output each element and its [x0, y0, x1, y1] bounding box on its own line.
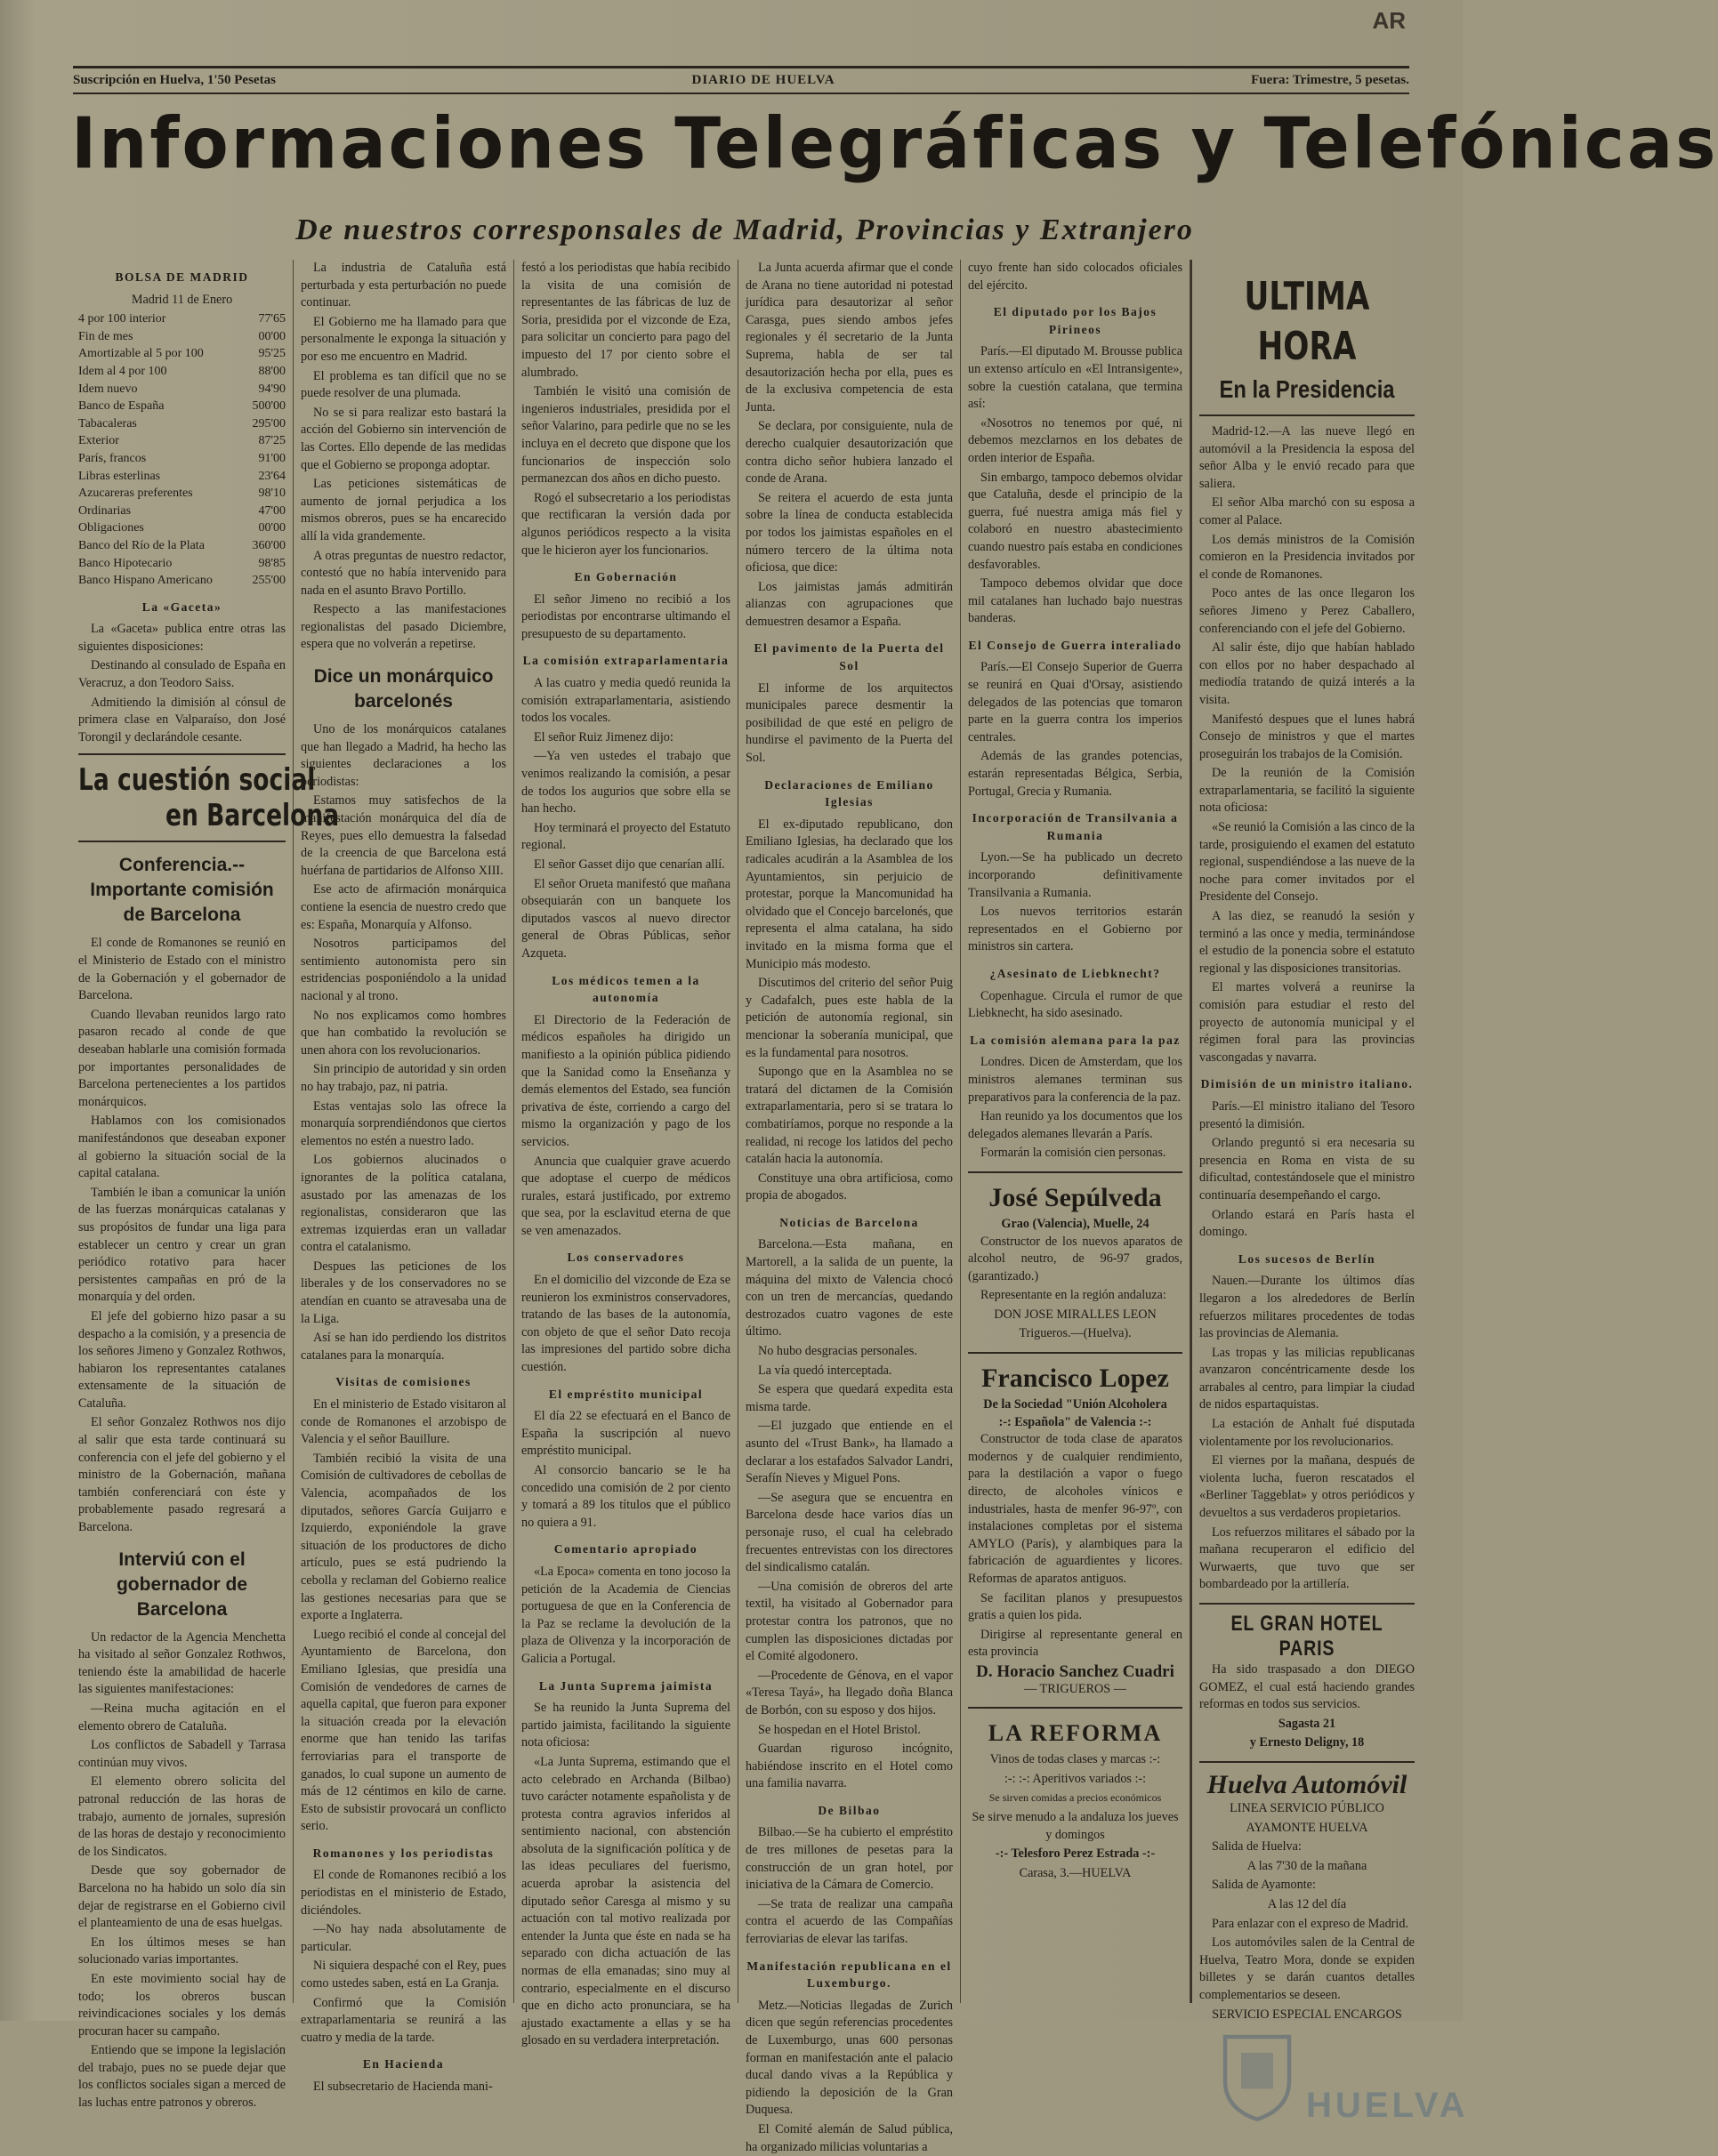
bolsa-security: Idem nuevo	[78, 382, 138, 396]
bolsa-price: 94'90	[258, 382, 286, 396]
paragraph: Guardan riguroso incógnito, habiéndose inscrito en el Hotel como una familia navarra.	[746, 1742, 953, 1791]
headline-social-2: en Barcelona	[165, 798, 340, 834]
bolsa-row	[78, 537, 286, 555]
paragraph: La industria de Cataluña está perturbada y esta perturbación no puede continuar.	[301, 261, 506, 310]
paragraph: Uno de los monárquicos catalanes que han llegado a Madrid, ha hecho las siguientes declaraciones a los periodistas:	[301, 722, 506, 789]
paragraph: El señor Alba marchó con su esposa a comer al Palace.	[1199, 495, 1415, 527]
bolsa-security: Libras esterlinas	[78, 469, 161, 483]
paragraph: El día 22 se efectuará en el Banco de España la suscripción al nuevo empréstito municipal.	[521, 1409, 730, 1459]
deputy-title: El diputado por los Bajos Pirineos	[993, 305, 1157, 336]
paragraph: festó a los periodistas que había recibido la visita de una comisión de representantes de las fábricas de luz de Soria, presidida por el vizconde de Eza, para solicitar un concierto para pago del impuesto del 17 por ciento sobre el alumbrado.	[521, 261, 730, 380]
ad-reforma-line: Se sirven comidas a precios económicos	[988, 1791, 1162, 1805]
romanones-title: Romanones y los periodistas	[312, 1846, 495, 1860]
paragraph: Constituye una obra artificiosa, como propia de abogados.	[746, 1171, 953, 1203]
bolsa-row	[78, 363, 286, 381]
bolsa-row	[78, 328, 286, 346]
paragraph: Despues las peticiones de los liberales y de los conservadores no se atendían en cuanto se atravesaba una de la Liga.	[301, 1259, 506, 1326]
paragraph: El viernes por la mañana, después de violenta lucha, fueron rescatados el «Berliner Taggeblat» y otros periódicos y devueltos a sus verdaderos propietarios.	[1199, 1453, 1415, 1521]
junta-title: La Junta Suprema jaimista	[538, 1678, 714, 1693]
paragraph: Las tropas y las milicias republicanas avanzaron concéntricamente desde los arrabales al centro, para limpiar la ciudad de nidos espartaquistas.	[1199, 1345, 1415, 1412]
paragraph: El señor Gasset dijo que cenarían allí.	[534, 857, 725, 872]
paragraph: Los demás ministros de la Comisión comieron en la Presidencia invitados por el conde de Romanones.	[1199, 532, 1415, 582]
paragraph: En el ministerio de Estado visitaron al conde de Romanones el arzobispo de Valencia y el señor Bauillure.	[301, 1397, 506, 1447]
ad-hotel-address-1: Sagasta 21	[1278, 1716, 1336, 1731]
paragraph: —Procedente de Génova, en el vapor «Teresa Tayá», ha llegado doña Blanca de Borbón, con su esposo y dos hijos.	[746, 1668, 953, 1718]
ad-automovil-line: LINEA SERVICIO PÚBLICO	[1230, 1800, 1384, 1815]
column-3	[514, 260, 738, 2048]
paragraph: Constructor de los nuevos aparatos de alcohol neutro, de 96-97 grados, (garantizado.)	[968, 1234, 1182, 1283]
divider	[78, 753, 286, 755]
paragraph: Metz.—Noticias llegadas de Zurich dicen que según referencias procedentes de Luxemburgo, unas 600 personas forman en manifestación ante el palacio ducal dando vivas a la República y pidiendo la deposición de la Gran Duquesa.	[746, 1998, 953, 2118]
watermark-area	[1199, 2032, 1469, 2139]
paragraph: También recibió la visita de una Comisión de cultivadores de cebollas de Valencia, acompañados de los diputados, señores García Guijarro e Izquierdo, exponiéndole la grave situación de los productores de dicho artículo, pues se está pudriendo la cebolla y reclaman del Gobierno realice las gestiones necesarias para que se exporte a Inglaterra.	[301, 1451, 506, 1623]
paragraph: Las peticiones sistemáticas de aumento de jornal perjudica a los mismos obreros, pues se ha encarecido allí la vida grandemente.	[301, 477, 506, 543]
ad-reforma-address: Carasa, 3.—HUELVA	[1019, 1865, 1132, 1880]
bolsa-security: Azucareras preferentes	[78, 487, 193, 501]
paragraph: Los gobiernos alucinados o ignorantes de la política catalana, asustado por las amenazas de los regionalistas, consideraron que las extremas izquierdas eran un valladar contra el catalanismo.	[301, 1153, 506, 1255]
paragraph: Nauen.—Durante los últimos días llegaron a los alrededores de Berlín refuerzos militares procedentes de todas las provincias de Alemania.	[1199, 1274, 1415, 1341]
commission-title: La comisión extraparlamentaria	[522, 654, 730, 668]
bolsa-row	[78, 381, 286, 398]
paragraph: Se espera que quedará expedita esta misma tarde.	[746, 1382, 953, 1414]
paragraph: Un redactor de la Agencia Menchetta ha visitado al señor Gonzalez Rothwos, teniendo éste la amabilidad de hacerle las siguientes manifestaciones:	[78, 1629, 286, 1697]
paragraph: Salida de Ayamonte:	[1212, 1878, 1316, 1893]
ad-automovil-name: Huelva Automóvil	[1206, 1769, 1407, 1799]
paragraph: «Nosotros no tenemos por qué, ni debemos mezclarnos en los debates de orden interior de España.	[968, 415, 1182, 465]
bolsa-row	[78, 572, 286, 590]
loan-title: El empréstito municipal	[548, 1387, 704, 1401]
hacienda-title: En Hacienda	[362, 2057, 445, 2072]
paragraph: A las diez, se reanudó la sesión y terminó a las once y media, terminándose el estudio de la ponencia sobre el estatuto regional y las disposiciones transitorias.	[1199, 909, 1415, 976]
paragraph: —Una comisión de obreros del arte textil, ha visitado al Gobernador para protestar contra los patronos, que no cumplen las disposiciones dictadas por el Comité algodonero.	[746, 1579, 953, 1664]
ad-sepulveda-name: José Sepúlveda	[988, 1182, 1162, 1212]
column-5	[961, 260, 1190, 2003]
paragraph: —Reina mucha agitación en el elemento obrero de Cataluña.	[78, 1701, 286, 1734]
paragraph: El conde de Romanones se reunió en el Ministerio de Estado con el ministro de la Gobernación y el gobernador de Barcelona.	[78, 936, 286, 1003]
peace-commission-title: La comisión alemana para la paz	[970, 1033, 1181, 1047]
bolsa-security: Banco Hispano Americano	[78, 574, 213, 588]
paragraph: Al consorcio bancario se le ha concedido una comisión de 2 por ciento y tomará a 89 los títulos que el público no quiera a 91.	[521, 1463, 730, 1530]
paragraph: Ni siquiera despaché con el Rey, pues como ustedes saben, está en La Granja.	[301, 1959, 506, 1991]
paragraph: En este movimiento social hay de todo; los obreros buscan reivindicaciones sociales y los demás procuran hacer su campaño.	[78, 1971, 286, 2039]
paragraph: Orlando preguntó si era necesaria su presencia en Roma en vista de su dificultad, contestándosele que el ministro continuaría desempeñando el cargo.	[1199, 1136, 1415, 1203]
paragraph: No se si para realizar esto bastará la acción del Gobierno sin intervención de las Cortes. Ello depende de las medidas que el Gobierno se proponga adoptar.	[301, 405, 506, 472]
paragraph: Supongo que en la Asamblea no se tratará del dictamen de la Comisión extraparlamentaria, pero si se tratara lo combatiríamos, porque no responde a la realidad, ni recoge los latidos del pecho catalán hacia la autonomía.	[746, 1065, 953, 1167]
paragraph: —No hay nada absolutamente de particular.	[301, 1922, 506, 1954]
paragraph: Para enlazar con el expreso de Madrid.	[1212, 1916, 1408, 1931]
paragraph: El señor Gonzalez Rothwos nos dijo al salir que esta tarde continuará su conferencia con el jefe del gobierno y el ministro de la Gobernación, mañana también conferenciará con éste y probablemente pasado regresará a Barcelona.	[78, 1415, 286, 1535]
ad-automovil-route: AYAMONTE HUELVA	[1246, 1820, 1368, 1835]
berlin-title: Los sucesos de Berlín	[1238, 1251, 1376, 1266]
paragraph: Al salir éste, dijo que habían hablado con ellos por no haber despachado al mediodía tratando de quizá interés a la visita.	[1199, 640, 1415, 707]
paragraph: Los jaimistas jamás admitirán alianzas con agrupaciones que demuestren desamor a España.	[746, 579, 953, 629]
paragraph: Bilbao.—Se ha cubierto el empréstito de tres millones de pesetas para la construcción de un gran hotel, por iniciativa de la Cámara de Comercio.	[746, 1825, 953, 1893]
paragraph: Entiendo que se impone la legislación del trabajo, pues no se puede dejar que los conflictos sociales sigan a merced de las luchas entre patronos y obreros.	[78, 2043, 286, 2111]
conference-title: Conferencia.--Importante comisión de Barcelona	[90, 855, 274, 926]
bolsa-price: 00'00	[258, 329, 286, 343]
masthead-subtitle: De nuestros corresponsales de Madrid, Provincias y Extranjero	[295, 213, 1194, 246]
paragraph: Londres. Dicen de Amsterdam, que los ministros alemanes terminan sus preparativos para la conferencia de la paz.	[968, 1055, 1182, 1105]
paragraph: La Junta acuerda afirmar que el conde de Arana no tiene autoridad ni potestad jurídica para desautorizar al señor Carasga, pues siendo ambos jefes regionales y él secretario de la Junta Suprema, habla de ser tal desautorización hecha por ella, pues es de la exclusiva competencia de esta Junta.	[746, 261, 953, 414]
columns	[71, 260, 1469, 2154]
bolsa-price: 98'10	[258, 487, 286, 501]
paragraph: Anuncia que cualquier grave acuerdo que adoptase el cuerpo de médicos rurales, estará justificado, por extremo que sea, por la esclavitud eterna de que se ven amenazados.	[521, 1154, 730, 1238]
paragraph: Se facilitan planos y presupuestos gratis a quien los pida.	[968, 1590, 1182, 1623]
paragraph: Representante en la región andaluza:	[980, 1288, 1166, 1303]
paragraph: Los refuerzos militares el sábado por la mañana recuperaron el edificio del Wurwaerts, que tuvo que ser bombardeado por la artillería.	[1199, 1524, 1415, 1592]
paragraph: No hubo desgracias personales.	[758, 1344, 917, 1359]
bolsa-row	[78, 345, 286, 363]
column-4	[738, 260, 961, 2154]
bolsa-table	[78, 310, 286, 590]
divider	[1199, 414, 1415, 416]
bolsa-price: 47'00	[258, 503, 286, 518]
ad-reforma-line: Se sirve menudo a la andaluza los jueves y domingos	[972, 1809, 1179, 1842]
paragraph: Ha sido traspasado a don DIEGO GOMEZ, el cual está haciendo grandes reformas en todos sus servicios.	[1199, 1662, 1415, 1712]
interview-title: Interviú con el gobernador de Barcelona	[116, 1549, 247, 1620]
paragraph: Se reitera el acuerdo de esta junta sobre la línea de conducta establecida por todos los jaimistas españoles en el número tercero de la última nota oficiosa, que dice:	[746, 490, 953, 575]
paragraph: El conde de Romanones recibió a los periodistas en el ministerio de Estado, diciéndoles.	[301, 1868, 506, 1918]
paragraph: Estas ventajas solo las ofrece la monarquía sorprendiéndonos que ciertos elementos no estén a nuestro lado.	[301, 1098, 506, 1148]
paragraph: París.—El Consejo Superior de Guerra se reunirá en Quai d'Orsay, asistiendo delegados de las potencias que tomaron parte en la guerra contra los imperios centrales.	[968, 660, 1182, 744]
paragraph: A otras preguntas de nuestro redactor, contestó que no había intervenido para nada en el asunto Bravo Portillo.	[301, 548, 506, 598]
paragraph: Hoy terminará el proyecto del Estatuto regional.	[521, 820, 730, 853]
paragraph: Se hospedan en el Hotel Bristol.	[758, 1722, 921, 1737]
bolsa-price: 295'00	[252, 416, 286, 430]
column-6	[1190, 260, 1469, 2126]
ad-sepulveda-rep: DON JOSE MIRALLES LEON	[994, 1307, 1157, 1322]
crest-watermark-icon	[1217, 2032, 1297, 2121]
bolsa-price: 87'25	[258, 434, 286, 448]
paragraph: Formarán la comisión cien personas.	[980, 1146, 1166, 1161]
bolsa-price: 360'00	[252, 538, 286, 552]
ad-hotel-address-2: y Ernesto Deligny, 18	[1249, 1735, 1365, 1750]
paragraph: El elemento obrero solicita del patronal reducción de las horas de trabajo, aumento de jornales, supresión de las horas de destajo y reconocimiento de los Sindicatos.	[78, 1774, 286, 1859]
column-1	[71, 260, 340, 2111]
gobernacion-title: En Gobernación	[574, 570, 678, 584]
paragraph: También le iban a comunicar la unión de las fuerzas monárquicas catalanas y sus propósitos de fundar una liga para establecer un centro y crear un gran periódico rotativo para hacer persistentes campañas en pró de la monarquía y del orden.	[78, 1185, 286, 1305]
paragraph: Confirmó que la Comisión extraparlamentaria se reunirá a las cuatro y media de la tarde.	[301, 1995, 506, 2045]
bolsa-row	[78, 398, 286, 415]
paragraph: Tampoco debemos olvidar que doce mil catalanes han luchado bajo nuestras banderas.	[968, 576, 1182, 626]
paragraph: El problema es tan difícil que no se puede resolver de una plumada.	[301, 368, 506, 401]
bolsa-price: 88'00	[258, 364, 286, 378]
paragraph: Cuando llevaban reunidos largo rato pasaron recado al conde de que deseaban hablarle una comisión formada por importantes personalidades de Barcelona pertenecientes a los partidos monárquicos.	[78, 1007, 286, 1109]
paragraph: La vía quedó interceptada.	[758, 1363, 892, 1378]
ad-lopez-name: Francisco Lopez	[981, 1364, 1169, 1394]
paragraph: El Directorio de la Federación de médicos españoles ha dirigido un manifiesto a la opinión pública pidiendo que la Sanidad como la Enseñanza y demás elementos del Estado, sea función privativa de éste, corriendo a cargo del mismo la organización y pago de los servicios.	[521, 1012, 730, 1149]
paragraph: Estamos muy satisfechos de la manifestación monárquica del día de Reyes, pues ello demuestra la falsedad de la creencia de que Barcelona está huérfana de partidarios de Alfonso XIII.	[301, 793, 506, 878]
paragraph: «Se reunió la Comisión a las cinco de la tarde, prosiguiendo el examen del estatuto regional, suspendiéndose a las nueve de la noche para comer invitados por el Presidente del Consejo.	[1199, 820, 1415, 905]
paragraph: En los últimos meses se han solucionado varias importantes.	[78, 1935, 286, 1967]
paragraph: Los nuevos territorios estarán representados en el Gobierno por ministros sin cartera.	[968, 905, 1182, 954]
ad-automovil-special: SERVICIO ESPECIAL ENCARGOS	[1212, 2007, 1402, 2022]
bolsa-title: BOLSA DE MADRID	[115, 270, 249, 284]
bolsa-row	[78, 450, 286, 468]
paragraph: Sin principio de autoridad y sin orden no hay trabajo, paz, ni patria.	[301, 1062, 506, 1094]
paragraph: «La Epoca» comenta en tono jocoso la petición de la Academia de Ciencias portuguesa de que en la Conferencia de la Paz se reclame la devolución de la plaza de Olivenza y la incorporación de Galicia a Portugal.	[521, 1564, 730, 1666]
bolsa-row	[78, 555, 286, 573]
paragraph: De la reunión de la Comisión extraparlamentaria, se facilitó la siguiente nota oficiosa:	[1199, 766, 1415, 816]
paragraph: No nos explicamos como hombres que han combatido la revolución se unen ahora con los revolucionarios.	[301, 1008, 506, 1058]
paragraph: El señor Orueta manifestó que mañana obsequiarán con un banquete los diputados vascos al nuevo director general de Obras Públicas, señor Azqueta.	[521, 876, 730, 961]
ad-reforma	[968, 1707, 1182, 1882]
bolsa-security: Banco del Río de la Plata	[78, 538, 205, 552]
bolsa-security: Fin de mes	[78, 329, 133, 343]
header-rule	[73, 93, 1409, 94]
paragraph: El jefe del gobierno hizo pasar a su despacho a la comisión, y a presencia de los señores Jimeno y Gonzalez Rothwos, habiaron los representantes catalanes extensamente de la situación de Cataluña.	[78, 1308, 286, 1411]
ad-lopez-sub1: De la Sociedad "Unión Alcoholera	[983, 1397, 1167, 1412]
paragraph: Desde que soy gobernador de Barcelona no ha habido un solo día sin dejar de registrarse en el Gobierno civil el planteamiento de una de esas huelgas.	[78, 1863, 286, 1931]
paragraph: Constructor de toda clase de aparatos modernos y de cualquier rendimiento, para la destilación a vapor o fuego directo, de alcoholes vínicos e industriales, hasta de menfer 96-97º, con instalaciones completas por el sistema AMYLO (París), y alambiques para la fabricación de aguardientes y licores. Reformas de aparatos antiguos.	[968, 1432, 1182, 1586]
paragraph: La estación de Anhalt fué disputada violentamente por los revolucionarios.	[1199, 1417, 1415, 1449]
bolsa-price: 77'65	[258, 312, 286, 326]
paragraph: Respecto a las manifestaciones regionalistas del pasado Diciembre, espera que no volverán a repetirse.	[301, 602, 506, 652]
paragraph: Lyon.—Se ha publicado un decreto incorporando definitivamente Transilvania a Rumania.	[968, 850, 1182, 900]
paragraph: Además de las grandes potencias, estarán representadas Bélgica, Serbia, Portugal, Grecia y Rumania.	[968, 749, 1182, 799]
ad-lopez-town: — TRIGUEROS —	[1024, 1681, 1126, 1696]
bolsa-price: 23'64	[258, 469, 286, 483]
barcelona-news-title: Noticias de Barcelona	[779, 1215, 919, 1229]
paragraph: —Ya ven ustedes el trabajo que venimos realizando la comisión, a pesar de todos los augurios que sobre ella se han hecho.	[521, 749, 730, 817]
subscription-local: Suscripción en Huelva, 1'50 Pesetas	[73, 73, 276, 87]
subscription-outside: Fuera: Trimestre, 5 pesetas.	[1251, 73, 1409, 87]
bolsa-security: Idem al 4 por 100	[78, 364, 167, 378]
column-2	[294, 260, 514, 2094]
bolsa-security: Banco Hipotecario	[78, 556, 173, 570]
newspaper-name: DIARIO DE HUELVA	[691, 73, 835, 87]
bolsa-price: 98'85	[258, 556, 286, 570]
ad-hotel	[1199, 1603, 1415, 1752]
paragraph: Los automóviles salen de la Central de Huelva, Teatro Mora, donde se expiden billetes y se darán cuantos detalles complementarios se deseen.	[1199, 1935, 1415, 2002]
paragraph: —El juzgado que entiende en el asunto del «Trust Bank», ha llamado a declarar a los estafados Salvador Landri, Serafín Nieves y Miguel Pons.	[746, 1419, 953, 1486]
paragraph: Se ha reunido la Junta Suprema del partido jaimista, facilitando la siguiente nota oficiosa:	[521, 1701, 730, 1750]
watermark-text: HUELVA	[1306, 2086, 1469, 2126]
paragraph: París.—El ministro italiano del Tesoro presentó la dimisión.	[1199, 1098, 1415, 1131]
paragraph: En el domicilio del vizconde de Eza se reunieron los exministros conservadores, tratando de las bases de la autonomía, con objeto de que el señor Dato recoja las impresiones del partido sobre dicha cuestión.	[521, 1273, 730, 1375]
presidency-title: En la Presidencia	[1219, 375, 1395, 403]
paragraph: Sin embargo, tampoco debemos olvidar que Cataluña, desde el principio de la guerra, fué nuestra amiga más fiel y colaboró en nuestro abastecimiento cuando nuestro país estaba en condiciones desfavorables.	[968, 470, 1182, 572]
paragraph: Salida de Huelva:	[1212, 1839, 1302, 1854]
divider	[78, 841, 286, 842]
pavement-title: El pavimento de la Puerta del Sol	[754, 641, 945, 673]
bolsa-price: 500'00	[252, 399, 286, 414]
ad-lopez	[968, 1352, 1182, 1698]
bolsa-security: Obligaciones	[78, 521, 144, 535]
war-council-title: El Consejo de Guerra interaliado	[968, 638, 1182, 652]
iglesias-title: Declaraciones de Emiliano Iglesias	[764, 777, 934, 809]
bolsa-security: Ordinarias	[78, 503, 132, 518]
ad-reforma-line: Vinos de todas clases y marcas :-:	[989, 1752, 1161, 1767]
bolsa-security: Banco de España	[78, 399, 165, 414]
bolsa-price: 255'00	[252, 574, 286, 588]
liebknecht-title: ¿Asesinato de Liebknecht?	[989, 966, 1161, 980]
ad-reforma-owner: -:- Telesforo Perez Estrada -:-	[995, 1846, 1156, 1862]
paragraph: Barcelona.—Esta mañana, en Martorell, a la salida de un puente, la máquina del mixto de Valencia chocó con un tren de mercancías, quedando destrozados cuatro vagones de este último.	[746, 1237, 953, 1339]
bolsa-security: París, francos	[78, 451, 147, 465]
paragraph: El señor Jimeno no recibió a los periodistas por encontrarse ultimando el presupuesto de su departamento.	[521, 591, 730, 641]
visits-title: Visitas de comisiones	[335, 1375, 472, 1389]
paragraph: También le visitó una comisión de ingenieros industriales, presidida por el señor Valarino, para pedirle que no se les incluya en el decreto que dispone que los funcionarios de inspección solo permanezcan dos años en dicho puesto.	[521, 384, 730, 487]
gaceta-title: La «Gaceta»	[141, 599, 222, 614]
ad-sepulveda-address: Grao (Valencia), Muelle, 24	[1001, 1216, 1149, 1231]
paragraph: Rogó el subsecretario a los periodistas que rectificaran la versión dada por algunos periódicos respecto a la visita que le hicieron ayer los funcionarios.	[521, 490, 730, 558]
bolsa-security: 4 por 100 interior	[78, 312, 166, 326]
ad-sepulveda-town: Trigueros.—(Huelva).	[1019, 1326, 1132, 1341]
ad-lopez-rep: D. Horacio Sanchez Cuadri	[976, 1661, 1174, 1681]
bolsa-date: Madrid 11 de Enero	[131, 292, 233, 307]
paragraph: Orlando estará en París hasta el domingo.	[1199, 1207, 1415, 1240]
paragraph: «La Junta Suprema, estimando que el acto celebrado en Archanda (Bilbao) tuvo carácter notamente españolista y de protesta contra agravios inferidos al sentimiento nacional, con abstención absoluta de la significación política y de las ideas peculiares del fuerismo, acuerda aprobar la asistencia del diputado señor Caresga al mismo y su actuación con tal motivo realizada por entender la Junta que éste en nada se ha separado con dicha actuación de las normas de ella emanadas; sino muy al contrario, especialmente en el discurso que en dicho acto pronunciara, se ha ajustado exactamente a ellas y se ha glosado en su verdadera interpretación.	[521, 1754, 730, 2048]
bolsa-row	[78, 519, 286, 537]
paragraph: Hablamos con los comisionados manifestándonos que deseaban exponer al gobierno la situación social de la capital catalana.	[78, 1114, 286, 1181]
paragraph: Manifestó despues que el lunes habrá Consejo de ministros y que el martes proseguirán los trabajos de la Comisión.	[1199, 712, 1415, 761]
ad-sepulveda	[968, 1171, 1182, 1343]
paragraph: El Comité alemán de Salud pública, ha organizado milicias voluntarias a	[746, 2121, 953, 2154]
paragraph: A las 12 del día	[1267, 1896, 1347, 1911]
top-rule	[73, 66, 1409, 68]
bolsa-row	[78, 310, 286, 328]
bolsa-row	[78, 415, 286, 433]
paragraph: El Gobierno me ha llamado para que personalmente le exponga la situación y por eso me encuentro en Madrid.	[301, 314, 506, 364]
bolsa-row	[78, 468, 286, 486]
luxembourg-title: Manifestación republicana en el Luxemburgo.	[746, 1959, 952, 1991]
ad-hotel-name: EL GRAN HOTEL PARIS	[1230, 1612, 1383, 1661]
transylvania-title: Incorporación de Transilvania a Rumania	[972, 811, 1179, 842]
paragraph: Los conflictos de Sabadell y Tarrasa continúan muy vivos.	[78, 1738, 286, 1770]
paragraph: cuyo frente han sido colocados oficiales del ejército.	[968, 261, 1182, 293]
bolsa-price: 00'00	[258, 521, 286, 535]
paragraph: Luego recibió el conde al concejal del Ayuntamiento de Barcelona, don Emiliano Iglesias, que presidía una Comisión de vendedores de carnes de aquella capital, que fueron para exponer la situación creada por la elevación enorme que han tenido las tarifas ferroviarias para el transporte de ganados, lo cual supone un aumento de más de 12 céntimos en kilo de carne. Esto de subsistir provocará un conflicto serio.	[301, 1627, 506, 1834]
paragraph: Admitiendo la dimisión al cónsul de primera clase en Valparaíso, don José Torongil y declarándole cesante.	[78, 695, 286, 744]
archive-stamp: AR	[1372, 7, 1406, 34]
comment-title: Comentario apropiado	[553, 1542, 698, 1557]
paragraph: A las cuatro y media quedó reunida la comisión extraparlamentaria, asistiendo todos los vocales.	[521, 676, 730, 726]
ad-automovil	[1199, 1761, 1415, 2023]
bolsa-security: Tabacaleras	[78, 416, 137, 430]
paragraph: Poco antes de las once llegaron los señores Jimeno y Perez Caballero, conferenciando con el jefe del Gobierno.	[1199, 586, 1415, 636]
paragraph: El ex-diputado republicano, don Emiliano Iglesias, ha declarado que los radicales acudirán a la Asamblea de los Ayuntamientos, sin perjuicio de protestar, porque la Mancomunidad ha olvidado que el Concejo barcelonés, que representa el alma catalana, ha sido invitado en la misma forma que el Municipio más modesto.	[746, 817, 953, 971]
paragraph: Madrid-12.—A las nueve llegó en automóvil a la Presidencia la esposa del señor Alba y le envió recado para que saliera.	[1199, 424, 1415, 491]
headline-social-1: La cuestión social	[78, 762, 316, 799]
monarchist-title: Dice un monárquico barcelonés	[313, 666, 494, 712]
bolsa-security: Exterior	[78, 434, 119, 448]
paragraph: —Se asegura que se encuentra en Barcelona desde hace varios días un personaje ruso, el cual ha celebrado frecuentes entrevistas con los directores del sindicalismo catalán.	[746, 1490, 953, 1575]
paragraph: París.—El diputado M. Brousse publica un extenso artículo en «El Intransigente», sobre la cuestión catalana, que termina así:	[968, 344, 1182, 412]
ad-reforma-line: :-: :-: Aperitivos variados :-:	[1004, 1771, 1147, 1786]
paragraph: El señor Ruiz Jimenez dijo:	[534, 729, 673, 744]
paragraph: El subsecretario de Hacienda mani-	[313, 2080, 493, 2094]
bolsa-row	[78, 485, 286, 503]
paragraph: Así se han ido perdiendo los distritos catalanes para la monarquía.	[301, 1331, 506, 1363]
paragraph: Nosotros participamos del sentimiento autonomista pero sin estridencias posponiéndolo a la unidad nacional y al trono.	[301, 937, 506, 1003]
ad-lopez-sub2: :-: Española" de Valencia :-:	[998, 1414, 1152, 1429]
bolsa-security: Amortizable al 5 por 100	[78, 347, 204, 361]
header-bar	[73, 73, 1409, 93]
paragraph: El martes volverá a reunirse la comisión para estudiar el resto del proyecto de autonomía municipal y el régimen foral para las provincias vascongadas y navarra.	[1199, 980, 1415, 1065]
paragraph: Destinando al consulado de España en Veracruz, a don Teodoro Saiss.	[78, 658, 286, 691]
paragraph: Ese acto de afirmación monárquica contiene la esencia de nuestro credo que es: España, Monarquía y Alfonso.	[301, 882, 506, 932]
paragraph: A las 7'30 de la mañana	[1246, 1858, 1367, 1873]
paragraph: El informe de los arquitectos municipales parece desmentir la posibilidad de que esté en peligro de hundirse el pavimento de la Puerta del Sol.	[746, 680, 953, 766]
paragraph: Discutimos del criterio del señor Puig y Cadafalch, pues este habla de la petición de autonomía regional, sin mencionar la soberanía municipal, que es la fundamental para nosotros.	[746, 976, 953, 1060]
bolsa-price: 95'25	[258, 347, 286, 361]
latest-news-title: ULTIMA HORA	[1244, 274, 1370, 369]
paragraph: La «Gaceta» publica entre otras las siguientes disposiciones:	[78, 622, 286, 654]
resignation-title: Dimisión de un ministro italiano.	[1200, 1077, 1414, 1091]
bolsa-row	[78, 503, 286, 520]
doctors-title: Los médicos temen a la autonomía	[552, 973, 700, 1005]
ad-reforma-name: LA REFORMA	[988, 1720, 1163, 1747]
paragraph: Copenhague. Circula el rumor de que Liebknecht, ha sido asesinado.	[968, 988, 1182, 1021]
bolsa-row	[78, 432, 286, 450]
paragraph: Se declara, por consiguiente, nula de derecho cualquier desautorización que contra dicho señor hubiera lanzado el conde de Arana.	[746, 419, 953, 487]
masthead-title: Informaciones Telegráficas y Telefónicas	[71, 101, 1718, 185]
bolsa-price: 91'00	[258, 451, 286, 465]
conservatives-title: Los conservadores	[567, 1251, 685, 1265]
paragraph: Han reunido ya los documentos que los delegados alemanes llevarán a París.	[968, 1109, 1182, 1141]
bilbao-title: De Bilbao	[818, 1803, 881, 1817]
paragraph: Dirigirse al representante general en esta provincia	[968, 1627, 1182, 1660]
paragraph: —Se trata de realizar una campaña contra el acuerdo de las Compañías ferroviarias de elevar las tarifas.	[746, 1896, 953, 1947]
